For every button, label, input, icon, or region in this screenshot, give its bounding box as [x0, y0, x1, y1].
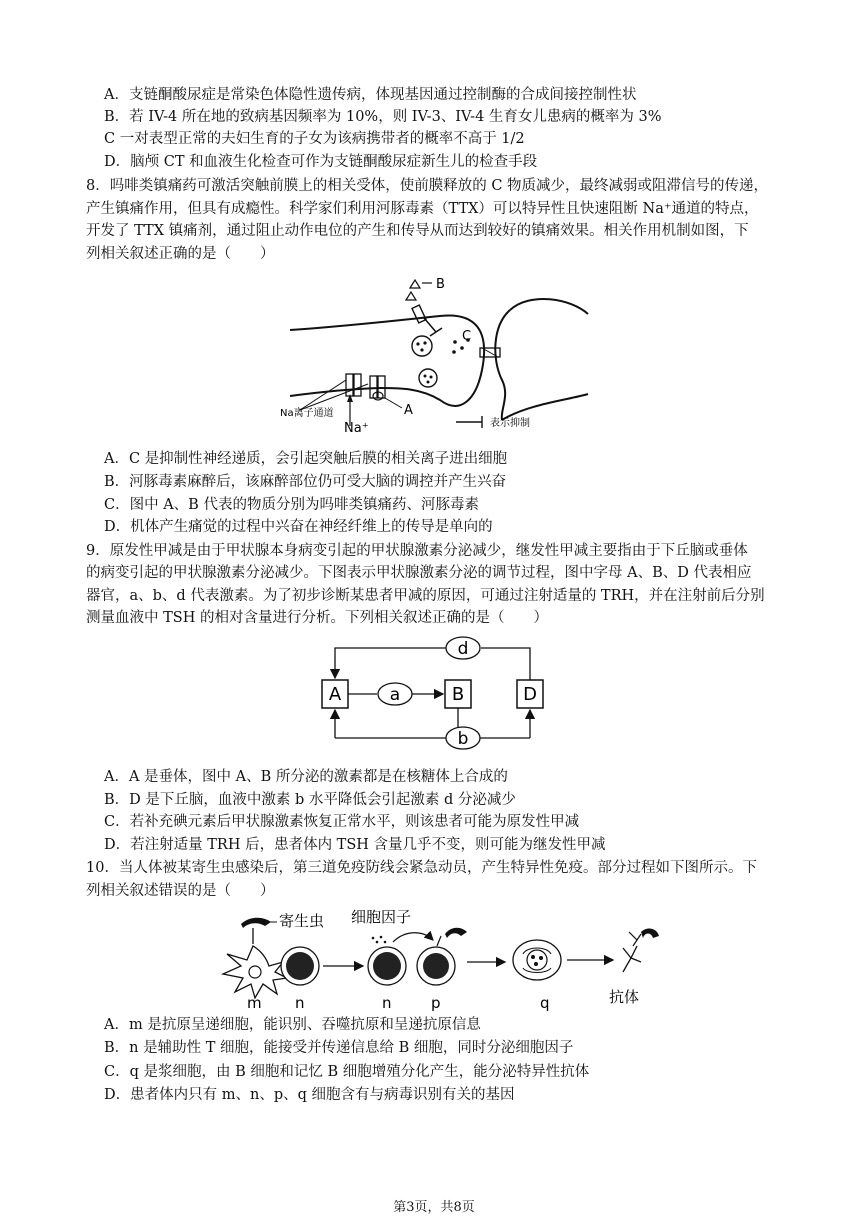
q9-stem-line-4: 测量血液中 TSH 的相对含量进行分析。下列相关叙述正确的是（ ） — [86, 610, 548, 626]
q9-option-c: C．若补充碘元素后甲状腺激素恢复正常水平，则该患者可能为原发性甲减 — [104, 814, 580, 830]
q9-stem-line-2: 的病变引起的甲状腺激素分泌减少。下图表示甲状腺激素分泌的调节过程，图中字母 A、B、D 代表相应 — [86, 565, 752, 581]
page-footer: 第3页，共8页 — [393, 1200, 475, 1215]
q8-option-a: A．C 是抑制性神经递质，会引起突触后膜的相关离子进出细胞 — [104, 451, 508, 467]
q8-option-c: C．图中 A、B 代表的物质分别为吗啡类镇痛药、河豚毒素 — [104, 497, 479, 513]
q9-stem-line-3: 器官，a、b、d 代表激素。为了初步诊断某患者甲减的原因，可通过注射适量的 TRH，并在注射前后分别 — [86, 588, 765, 604]
legend-inhibit: 表示抑制 — [490, 418, 530, 429]
immune-response-figure — [205, 902, 675, 1012]
label-antibody: 抗体 — [609, 988, 640, 1006]
q7-option-c: C 一对表型正常的夫妇生育的子女为该病携带者的概率不高于 1/2 — [104, 131, 525, 147]
q10-option-c: C．q 是浆细胞，由 B 细胞和记忆 B 细胞增殖分化产生，能分泌特异性抗体 — [104, 1064, 590, 1080]
label-p: p — [431, 994, 441, 1012]
label-parasite: 寄生虫 — [279, 912, 325, 930]
q7-option-d: D．脑颅 CT 和血液生化检查可作为支链酮酸尿症新生儿的检查手段 — [104, 154, 538, 170]
q9-option-d: D．若注射适量 TRH 后，患者体内 TSH 含量几乎不变，则可能为继发性甲减 — [104, 837, 606, 853]
q9-stem-line-1: 9．原发性甲减是由于甲状腺本身病变引起的甲状腺激素分泌减少，继发性甲减主要指由于下丘脑或垂体 — [86, 543, 748, 559]
q8-option-d: D．机体产生痛觉的过程中兴奋在神经纤维上的传导是单向的 — [104, 519, 493, 535]
q8-stem-line-2: 产生镇痛作用，但具有成瘾性。科学家们利用河豚毒素（TTX）可以特异性且快速阻断 Na⁺通道的特点， — [86, 201, 759, 217]
hormone-a: a — [389, 685, 401, 705]
q10-option-a: A．m 是抗原呈递细胞，能识别、吞噬抗原和呈递抗原信息 — [104, 1017, 481, 1033]
thyroid-regulation-figure — [315, 630, 555, 755]
q8-stem-line-1: 8．吗啡类镇痛药可激活突触前膜上的相关受体，使前膜释放的 C 物质减少，最终减弱或阻滞信号的传递， — [86, 178, 769, 194]
q10-option-d: D．患者体内只有 m、n、p、q 细胞含有与病毒识别有关的基因 — [104, 1087, 515, 1103]
label-b: B — [436, 277, 445, 292]
label-m: m — [247, 994, 262, 1012]
q10-stem-line-2: 列相关叙述错误的是（ ） — [86, 883, 275, 899]
box-d: D — [523, 684, 537, 705]
label-q: q — [540, 994, 550, 1012]
label-na-channel: Na离子通道 — [280, 408, 334, 419]
label-cytokine: 细胞因子 — [351, 908, 412, 926]
label-n-1: n — [295, 994, 305, 1012]
label-a: A — [404, 403, 413, 418]
q10-option-b: B．n 是辅助性 T 细胞，能接受并传递信息给 B 细胞，同时分泌细胞因子 — [104, 1040, 574, 1056]
q9-option-a: A．A 是垂体，图中 A、B 所分泌的激素都是在核糖体上合成的 — [104, 769, 508, 785]
q9-option-b: B．D 是下丘脑，血液中激素 b 水平降低会引起激素 d 分泌减少 — [104, 792, 516, 808]
q7-option-a: A．支链酮酸尿症是常染色体隐性遗传病，体现基因通过控制酶的合成间接控制性状 — [104, 87, 637, 103]
q8-stem-line-3: 开发了 TTX 镇痛剂，通过阻止动作电位的产生和传导从而达到较好的镇痛效果。相关作用机制如图，下 — [86, 223, 749, 239]
q8-stem-line-4: 列相关叙述正确的是（ ） — [86, 246, 275, 262]
box-b: B — [451, 684, 465, 705]
label-na-ion: Na⁺ — [344, 421, 369, 436]
q7-option-b: B．若 IV-4 所在地的致病基因频率为 10%，则 IV-3、IV-4 生育女儿患病的概率为 3% — [104, 109, 662, 125]
hormone-d: d — [457, 639, 469, 659]
label-n-2: n — [382, 994, 392, 1012]
q10-stem-line-1: 10．当人体被某寄生虫感染后，第三道免疫防线会紧急动员，产生特异性免疫。部分过程如下图所示。下 — [86, 860, 757, 876]
box-a: A — [328, 684, 342, 705]
label-c: C — [462, 329, 472, 344]
synapse-figure — [270, 270, 600, 440]
hormone-b: b — [457, 729, 469, 749]
q8-option-b: B．河豚毒素麻醉后，该麻醉部位仍可受大脑的调控并产生兴奋 — [104, 474, 507, 490]
